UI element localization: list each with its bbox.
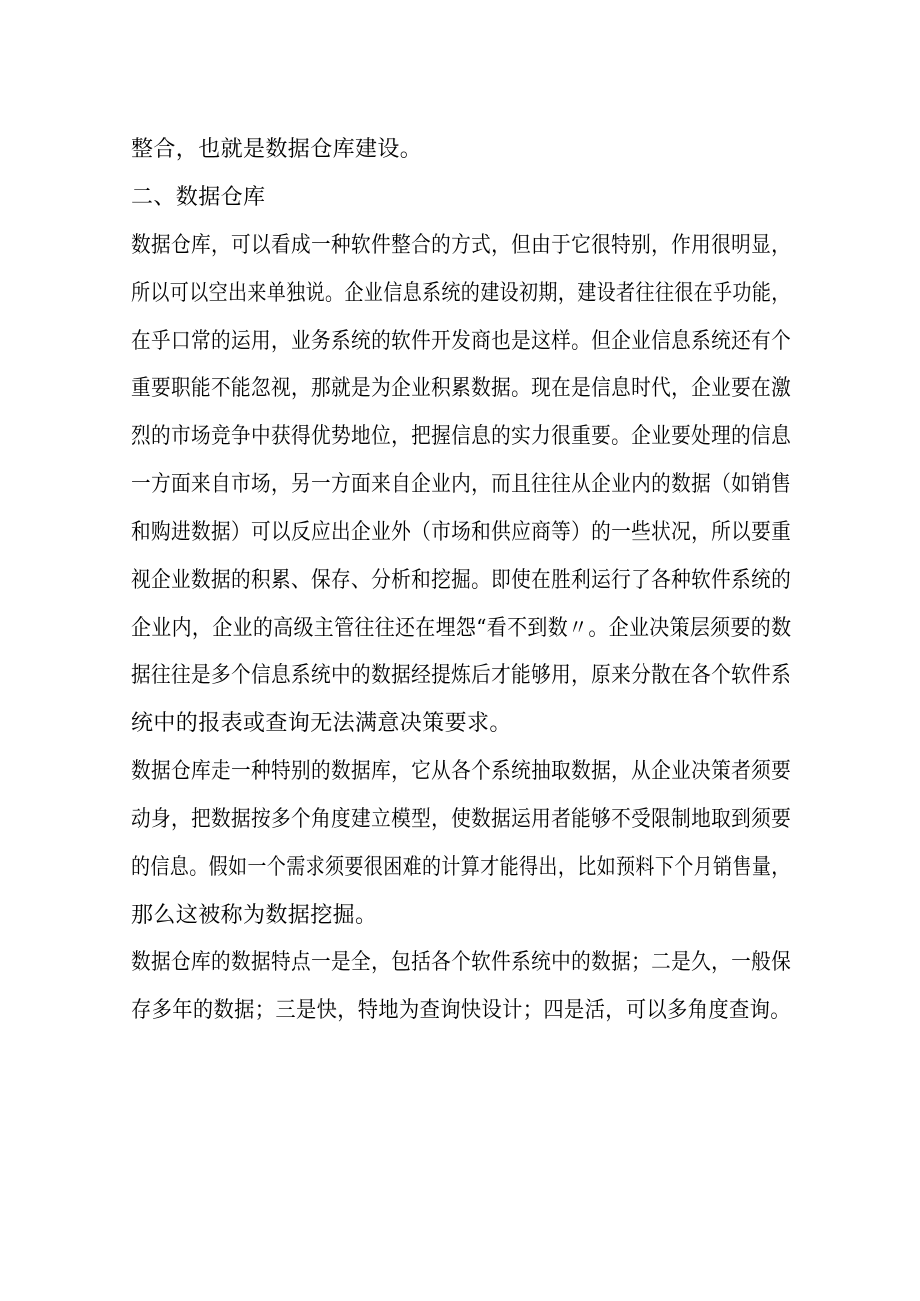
paragraph-line: 在乎口常的运用，业务系统的软件开发商也是这样。但企业信息系统还有个 <box>131 329 792 354</box>
paragraph-line: 视企业数据的积累、保存、分析和挖掘。即使在胜利运行了各种软件系统的 <box>131 568 792 593</box>
paragraph-line: 据往往是多个信息系统中的数据经提炼后才能够用，原来分散在各个软件系 <box>131 663 792 688</box>
paragraph-line: 存多年的数据；三是快，特地为查询快设计；四是活，可以多角度查询。 <box>131 998 791 1023</box>
paragraph-line: 企业内，企业的高级主管往往还在埋怨“看不到数〃。企业决策层须要的数 <box>131 616 792 641</box>
paragraph-line: 统中的报表或查询无法满意决策要求。 <box>131 711 512 736</box>
paragraph-line: 的信息。假如一个需求须要很困难的计算才能得出，比如预料下个月销售量， <box>131 855 791 880</box>
paragraph-line: 数据仓库走一种特别的数据库，它从各个系统抽取数据，从企业决策者须要 <box>131 759 792 784</box>
paragraph-line: 和购进数据）可以反应出企业外（市场和供应商等）的一些状况，所以要重 <box>131 520 792 545</box>
paragraph-line: 数据仓库的数据特点一是全，包括各个软件系统中的数据；二是久，一般保 <box>131 950 792 975</box>
paragraph-continuation-line: 整合，也就是数据仓库建设。 <box>131 137 423 162</box>
paragraph-line: 一方面来自市场，另一方面来自企业内，而且往往从企业内的数据（如销售 <box>131 472 792 497</box>
paragraph-line: 重要职能不能忽视，那就是为企业积累数据。现在是信息时代，企业要在激 <box>131 376 792 401</box>
section-heading: 二、数据仓库 <box>131 185 266 210</box>
paragraph-line: 那么这被称为数据挖掘。 <box>131 903 378 928</box>
paragraph-line: 动身，把数据按多个角度建立模型，使数据运用者能够不受限制地取到须要 <box>131 807 792 832</box>
paragraph-line: 数据仓库，可以看成一种软件整合的方式，但由于它很特别，作用很明显， <box>131 233 792 258</box>
paragraph-line: 烈的市场竞争中获得优势地位，把握信息的实力很重要。企业要处理的信息 <box>131 424 792 449</box>
paragraph-line: 所以可以空出来单独说。企业信息系统的建设初期，建设者往往很在乎功能， <box>131 281 791 306</box>
